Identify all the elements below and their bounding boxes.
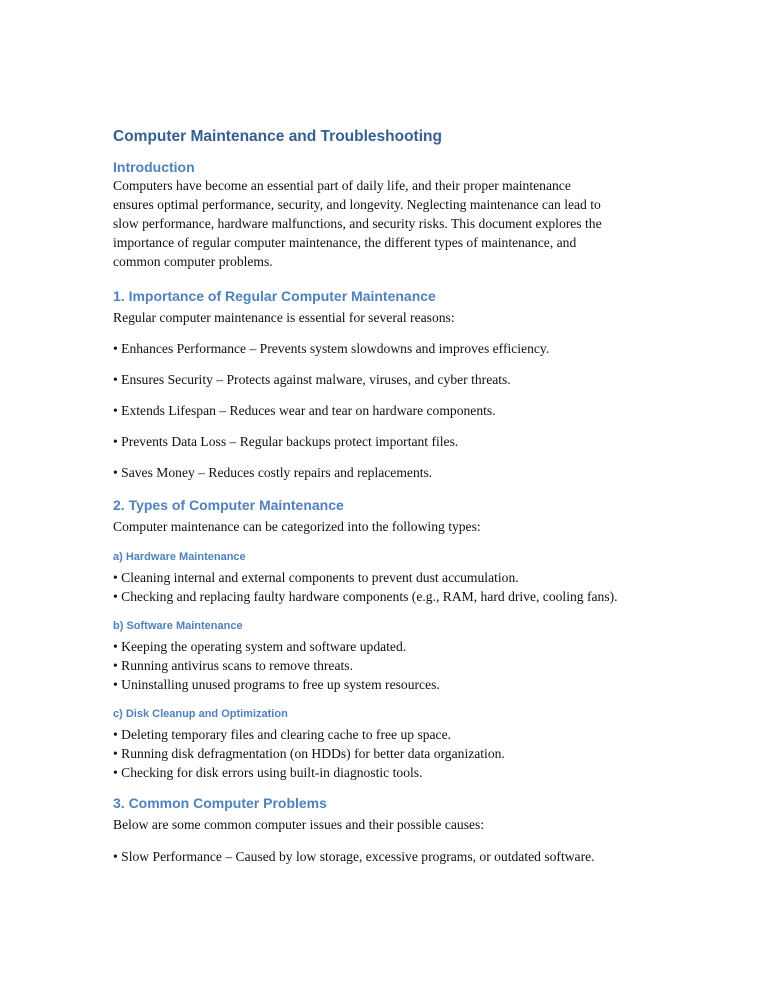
list-item: • Prevents Data Loss – Regular backups protect important files. — [113, 434, 459, 449]
intro-line: ensures optimal performance, security, and longevity. Neglecting maintenance can lead to — [113, 197, 601, 212]
list-item: • Running disk defragmentation (on HDDs) for better data organization. — [113, 746, 505, 761]
section1-heading: 1. Importance of Regular Computer Maintenance — [113, 288, 436, 304]
section2-heading: 2. Types of Computer Maintenance — [113, 497, 344, 513]
subheading-hardware: a) Hardware Maintenance — [113, 551, 246, 563]
section3-heading: 3. Common Computer Problems — [113, 795, 327, 811]
intro-line: importance of regular computer maintenance, the different types of maintenance, and — [113, 235, 577, 250]
list-item: • Cleaning internal and external components to prevent dust accumulation. — [113, 570, 519, 585]
list-item: • Uninstalling unused programs to free up system resources. — [113, 677, 440, 692]
section2-lead: Computer maintenance can be categorized into the following types: — [113, 519, 481, 534]
list-item: • Ensures Security – Protects against malware, viruses, and cyber threats. — [113, 372, 511, 387]
subheading-software: b) Software Maintenance — [113, 620, 243, 632]
intro-line: slow performance, hardware malfunctions, and security risks. This document explores the — [113, 216, 602, 231]
list-item: • Enhances Performance – Prevents system slowdowns and improves efficiency. — [113, 341, 550, 356]
section3-lead: Below are some common computer issues and their possible causes: — [113, 817, 485, 832]
list-item: • Running antivirus scans to remove threats. — [113, 658, 353, 673]
list-item: • Keeping the operating system and software updated. — [113, 639, 407, 654]
intro-heading: Introduction — [113, 159, 195, 175]
document-title: Computer Maintenance and Troubleshooting — [113, 128, 442, 145]
list-item: • Checking and replacing faulty hardware components (e.g., RAM, hard drive, cooling fans). — [113, 589, 618, 604]
intro-line: Computers have become an essential part of daily life, and their proper maintenance — [113, 178, 571, 193]
list-item: • Checking for disk errors using built-in diagnostic tools. — [113, 765, 423, 780]
list-item: • Extends Lifespan – Reduces wear and tear on hardware components. — [113, 403, 496, 418]
list-item: • Saves Money – Reduces costly repairs and replacements. — [113, 465, 433, 480]
list-item: • Deleting temporary files and clearing cache to free up space. — [113, 727, 452, 742]
subheading-disk: c) Disk Cleanup and Optimization — [113, 708, 288, 720]
list-item: • Slow Performance – Caused by low storage, excessive programs, or outdated software. — [113, 849, 595, 864]
section1-lead: Regular computer maintenance is essential for several reasons: — [113, 310, 455, 325]
intro-line: common computer problems. — [113, 254, 273, 269]
